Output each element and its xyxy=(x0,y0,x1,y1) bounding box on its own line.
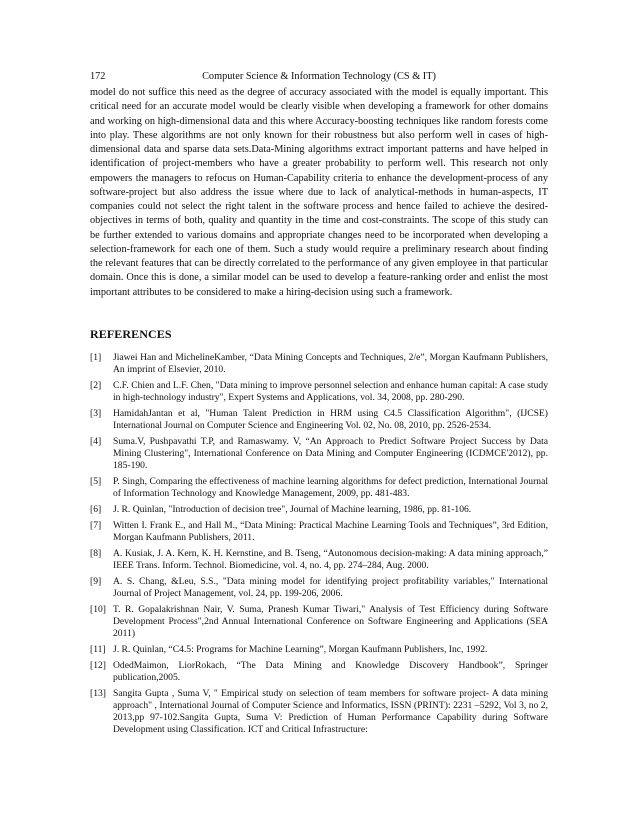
reference-number: [7] xyxy=(90,520,102,531)
reference-text: J. R. Quinlan, "Introduction of decision tree", Journal of Machine learning, 1986, pp. 81-106. xyxy=(113,503,472,515)
reference-item xyxy=(90,380,548,404)
reference-text: Sangita Gupta , Suma V, " Empirical study on selection of team members for software project- A data mining approach" , International Journal of Computer Science and Informatics, ISSN (PRINT): 2231 –5292, Vol 3, no 2, 2013,pp 97-102.Sangita Gupta, Suma V: Prediction of Human Performance Capability during Software Development using Classification. ICT and Critical Infrastructure: xyxy=(113,688,548,735)
reference-text: Suma.V, Pushpavathi T.P, and Ramaswamy. V, “An Approach to Predict Software Project Success by Data Mining Clustering", International Conference on Data Mining and Computer Engineering (ICDMCE'2012), pp. 185-190. xyxy=(113,436,548,471)
reference-text: T. R. Gopalakrishnan Nair, V. Suma, Pranesh Kumar Tiwari," Analysis of Test Efficiency during Software Development Process",2nd Annual International Conference on Software Engineering and Applications (SEA 2011) xyxy=(113,604,548,639)
reference-text: Jiawei Han and MichelineKamber, “Data Mining Concepts and Techniques, 2/e”, Morgan Kaufmann Publishers, An imprint of Elsevier, 2010. xyxy=(113,352,548,375)
reference-item xyxy=(90,520,548,544)
reference-number: [9] xyxy=(90,576,102,587)
reference-number: [8] xyxy=(90,548,102,559)
reference-number: [13] xyxy=(90,688,106,699)
reference-item xyxy=(90,604,548,640)
reference-number: [4] xyxy=(90,436,102,447)
reference-number: [3] xyxy=(90,408,102,419)
reference-text: OdedMaimon, LiorRokach, “The Data Mining and Knowledge Discovery Handbook”, Springer publication,2005. xyxy=(113,660,548,683)
reference-text: A. S. Chang, &Leu, S.S., "Data mining model for identifying project profitability variables," International Journal of Project Management, vol. 24, pp. 199-206, 2006. xyxy=(113,576,548,599)
reference-item xyxy=(90,548,548,572)
reference-number: [12] xyxy=(90,660,106,671)
reference-item xyxy=(90,476,548,500)
body-paragraph: model do not suffice this need as the degree of accuracy associated with the model is equally important. This critical need for an accurate model would be clearly visible when developing a framework for other domains and working on high-dimensional data and this where Accuracy-boosting techniques like random forests come into play. These algorithms are not only known for their robustness but also perform well in cases of high-dimensional data and sparse data sets.Data-Mining algorithms extract important patterns and have helped in identification of project-members who have a greater probability to perform well. This research not only empowers the managers to refocus on Human-Capability criteria to enhance the development-process of any software-project but also address the issue where due to lack of analytical-methods in human-aspects, IT companies could not select the right talent in the software process and hence failed to achieve the desired-objectives in terms of both, quality and quantity in the time and cost-constraints. The scope of this study can be further extended to various domains and appropriate changes need to be incorporated when developing a selection-framework for each one of them. Such a study would require a preliminary research about finding the relevant features that can be directly correlated to the performance of any given employee in that particular domain. Once this is done, a similar model can be used to develop a feature-ranking order and enlist the most important attributes to be considered to make a hiring-decision using such a framework. xyxy=(90,87,548,298)
reference-item xyxy=(90,688,548,736)
reference-number: [11] xyxy=(90,643,106,655)
reference-item xyxy=(90,436,548,472)
reference-item xyxy=(90,352,548,376)
reference-text: Witten I. Frank E., and Hall M., “Data Mining: Practical Machine Learning Tools and Techniques”, 3rd Edition, Morgan Kaufmann Publishers, 2011. xyxy=(113,520,548,543)
reference-item xyxy=(90,660,548,684)
reference-text: J. R. Quinlan, “C4.5: Programs for Machine Learning”, Morgan Kaufmann Publishers, Inc, 1992. xyxy=(113,643,488,655)
running-title: Computer Science & Information Technology (CS & IT) xyxy=(202,71,436,82)
reference-text: A. Kusiak, J. A. Kern, K. H. Kernstine, and B. Tseng, “Autonomous decision-making: A data mining approach,” IEEE Trans. Inform. Technol. Biomedicine, vol. 4, no. 4, pp. 274–284, Aug. 2000. xyxy=(113,548,548,571)
reference-item xyxy=(90,644,548,656)
references-heading: REFERENCES xyxy=(90,327,172,341)
reference-item xyxy=(90,576,548,600)
references-list xyxy=(90,352,548,740)
reference-number: [10] xyxy=(90,604,106,615)
reference-item xyxy=(90,408,548,432)
reference-item xyxy=(90,504,548,516)
running-header xyxy=(90,70,548,84)
reference-text: HamidahJantan et al, "Human Talent Prediction in HRM using C4.5 Classification Algorithm", (IJCSE) International Journal on Computer Science and Engineering Vol. 02, No. 08, 2010, pp. 2526-2534. xyxy=(113,408,548,431)
reference-number: [1] xyxy=(90,352,102,363)
reference-text: P. Singh, Comparing the effectiveness of machine learning algorithms for defect prediction, International Journal of Information Technology and Knowledge Management, 2009, pp. 481-483. xyxy=(113,475,548,499)
page-number: 172 xyxy=(90,71,106,82)
reference-number: [6] xyxy=(90,503,102,515)
reference-number: [2] xyxy=(90,380,102,391)
reference-number: [5] xyxy=(90,475,102,487)
reference-text: C.F. Chien and L.F. Chen, "Data mining to improve personnel selection and enhance human capital: A case study in high-technology industry", Expert Systems and Applications, vol. 34, 2008, pp. 280-290. xyxy=(113,380,548,403)
